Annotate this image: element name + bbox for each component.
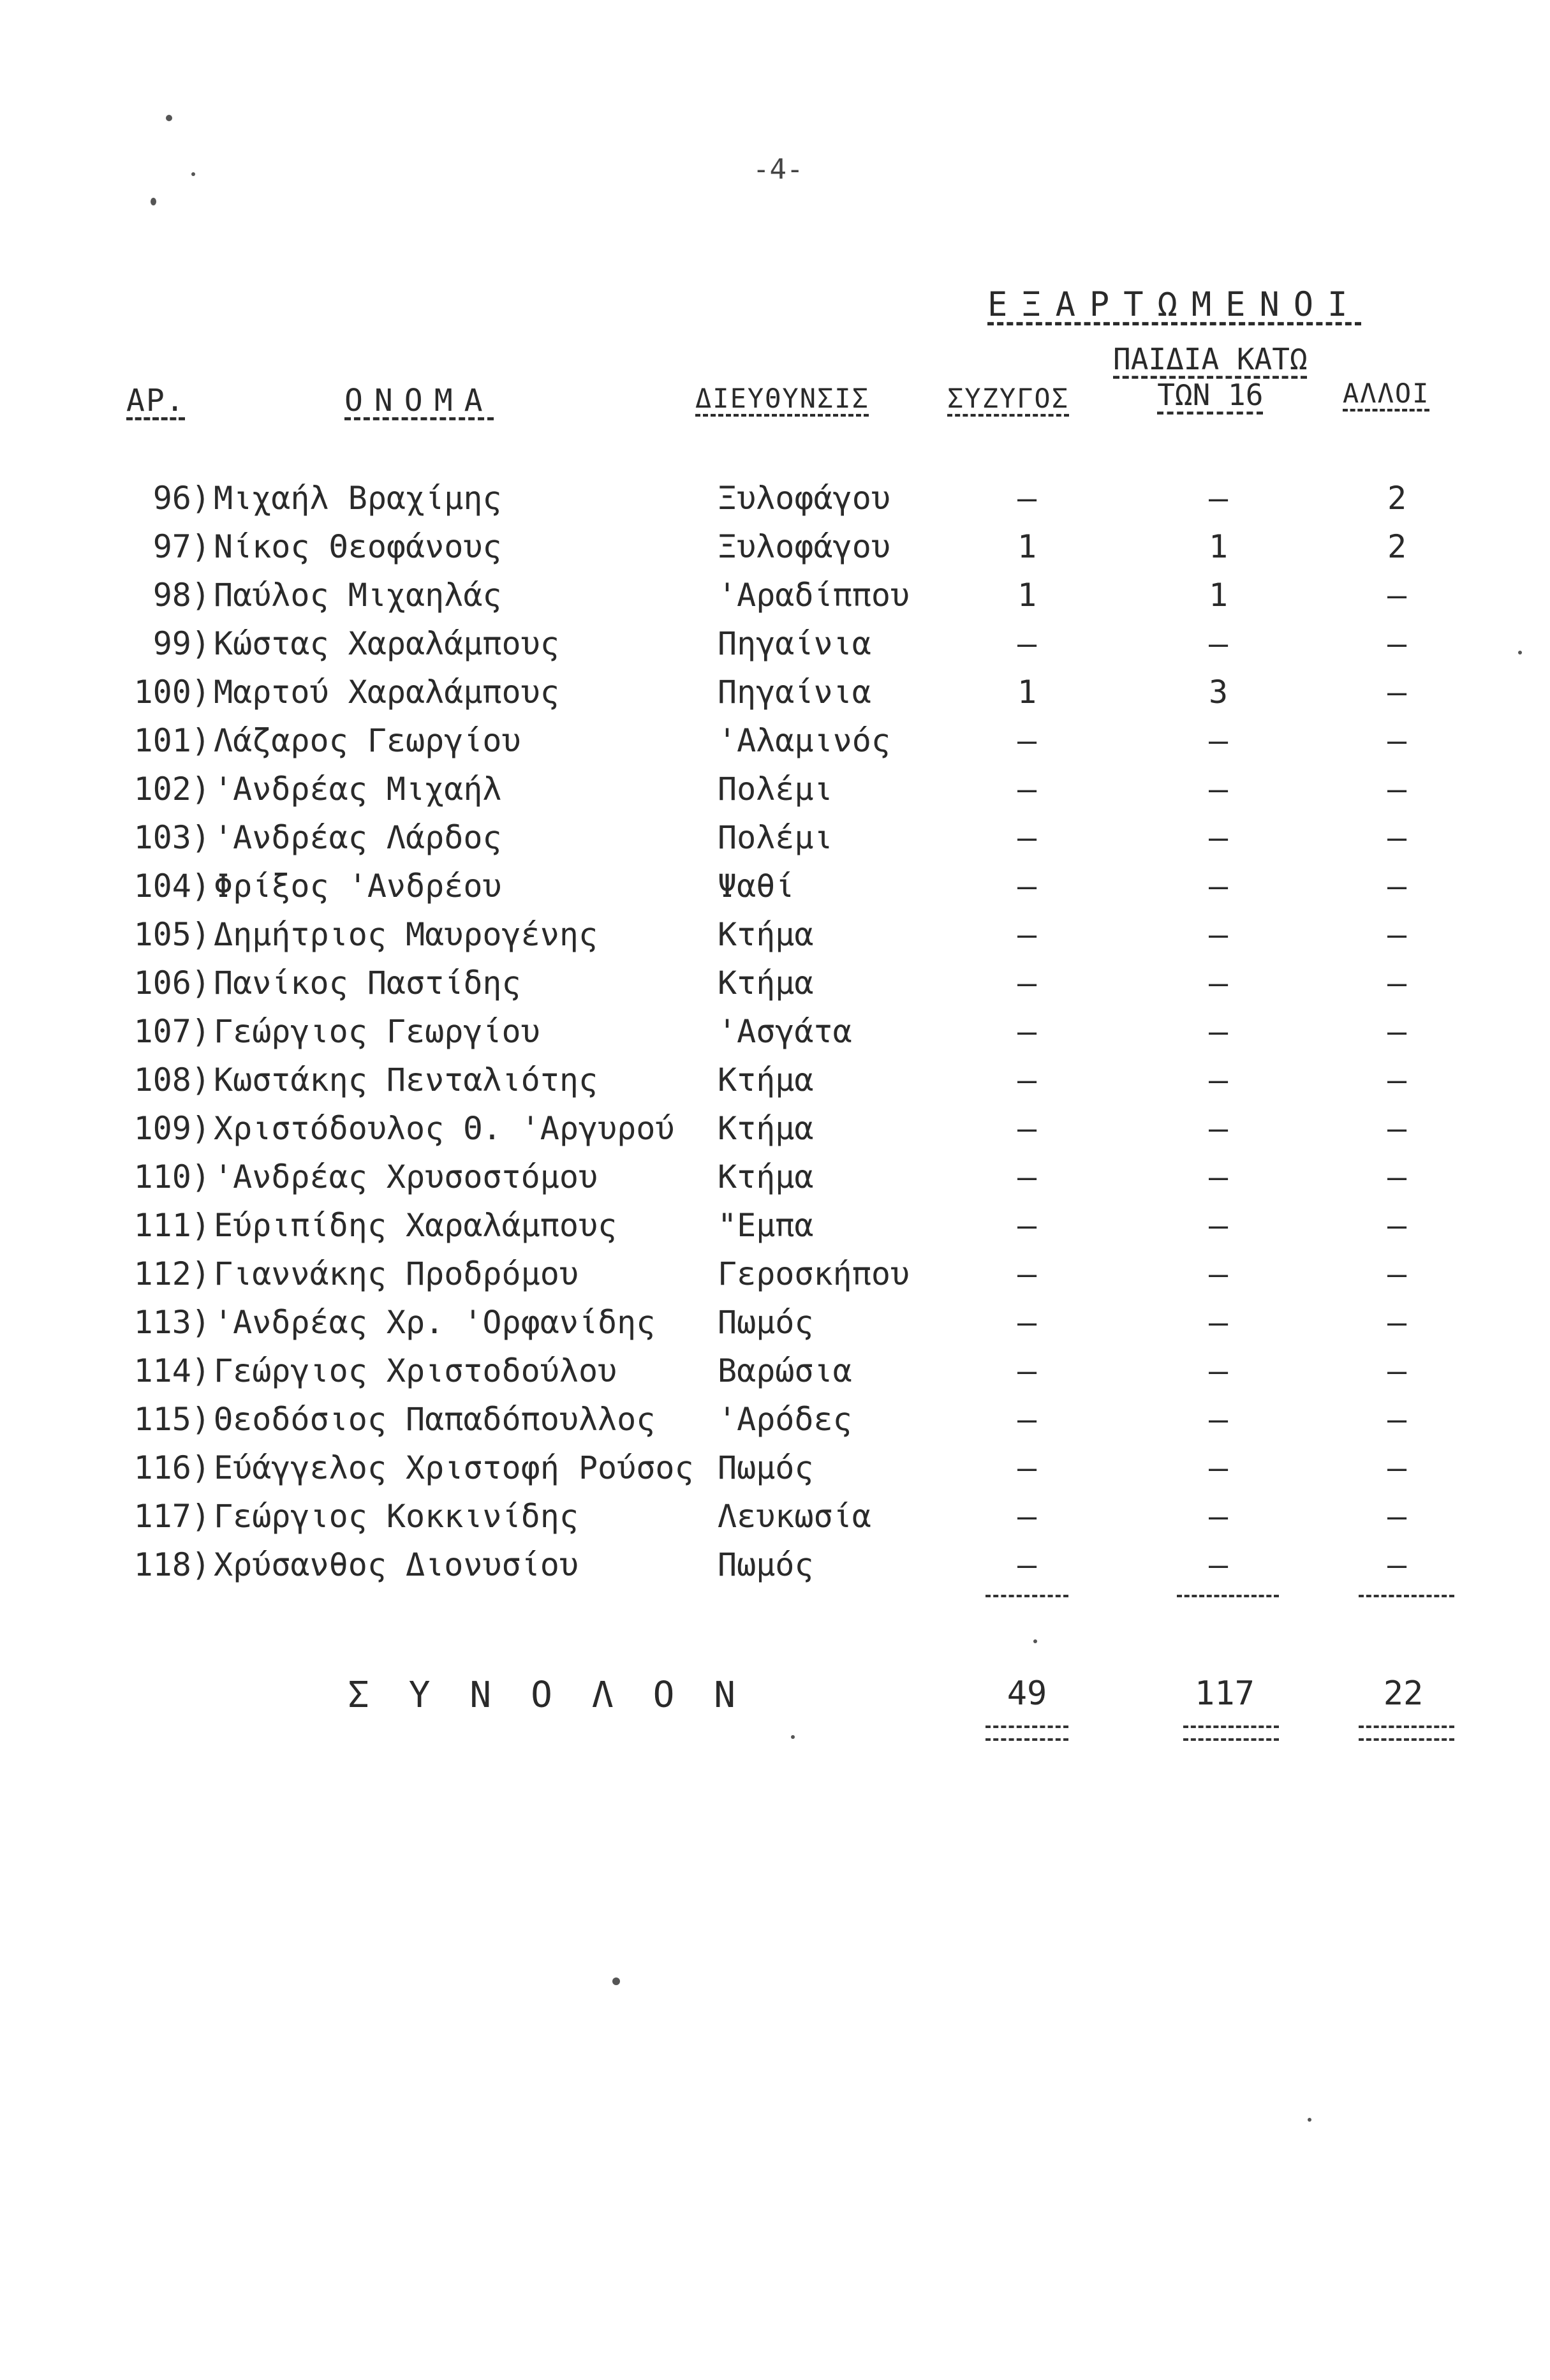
table-row [0, 868, 1550, 916]
row-spouse: – [1017, 1207, 1037, 1244]
row-name: Μιχαήλ Βραχίμης [214, 480, 502, 517]
row-number: 117) [133, 1498, 210, 1535]
row-children: – [1208, 1449, 1229, 1486]
row-number: 118) [133, 1546, 210, 1583]
row-number: 109) [133, 1110, 210, 1147]
row-address: Κτήμα [718, 1158, 814, 1195]
row-name: 'Ανδρέας Μιχαήλ [214, 771, 502, 808]
page-number: -4- [753, 153, 804, 186]
row-others: – [1387, 965, 1407, 1002]
number-column-header: ΑΡ. [126, 383, 186, 418]
table-row [0, 1255, 1550, 1304]
row-name: Χρύσανθος Διονυσίου [214, 1546, 579, 1583]
row-spouse: – [1017, 1158, 1037, 1195]
row-address: "Εμπα [718, 1207, 814, 1244]
row-spouse: – [1017, 1255, 1037, 1292]
row-others: – [1387, 1546, 1407, 1583]
row-address: Πολέμι [718, 819, 833, 856]
table-row [0, 1207, 1550, 1255]
table-row [0, 1401, 1550, 1449]
row-others: – [1387, 916, 1407, 953]
table-row [0, 1110, 1550, 1158]
row-name: Γεώργιος Χριστοδούλου [214, 1352, 617, 1389]
row-children: 1 [1208, 528, 1229, 565]
total-double-rule [985, 1726, 1068, 1728]
row-spouse: – [1017, 625, 1037, 662]
row-address: Κτήμα [718, 965, 814, 1002]
row-children: 1 [1208, 577, 1229, 614]
row-address: Λευκωσία [718, 1498, 871, 1535]
total-double-rule [1359, 1726, 1454, 1728]
dependents-group-header: ΕΞΑΡΤΩΜΕΝΟΙ [987, 286, 1362, 324]
row-number: 105) [133, 916, 210, 953]
row-address: Κτήμα [718, 1061, 814, 1098]
total-children: 117 [1195, 1674, 1255, 1713]
row-spouse: – [1017, 1110, 1037, 1147]
row-spouse: – [1017, 1352, 1037, 1389]
row-spouse: – [1017, 916, 1037, 953]
row-name: Μαρτού Χαραλάμπους [214, 674, 559, 711]
row-address: Κτήμα [718, 916, 814, 953]
row-name: Παύλος Μιχαηλάς [214, 577, 502, 614]
row-children: 3 [1208, 674, 1229, 711]
row-others: – [1387, 1401, 1407, 1438]
row-number: 99) [152, 625, 210, 662]
table-row [0, 1546, 1550, 1595]
row-others: – [1387, 1352, 1407, 1389]
row-children: – [1208, 1158, 1229, 1195]
row-address: Ψαθί [718, 868, 795, 905]
row-number: 111) [133, 1207, 210, 1244]
row-name: Εύριπίδης Χαραλάμπους [214, 1207, 617, 1244]
row-name: Λάζαρος Γεωργίου [214, 722, 521, 759]
row-number: 107) [133, 1013, 210, 1050]
row-spouse: – [1017, 1304, 1037, 1341]
row-address: Πωμός [718, 1449, 814, 1486]
row-children: – [1208, 1352, 1229, 1389]
row-spouse: – [1017, 480, 1037, 517]
table-row [0, 722, 1550, 771]
row-number: 116) [133, 1449, 210, 1486]
row-spouse: 1 [1017, 674, 1037, 711]
row-spouse: 1 [1017, 528, 1037, 565]
row-address: 'Αλαμινός [718, 722, 890, 759]
spouse-column-header: ΣΥΖΥΓΟΣ [947, 383, 1070, 414]
others-column-header: ΑΛΛΟΙ [1343, 378, 1430, 409]
total-double-rule [1359, 1738, 1454, 1741]
spouse-sum-rule [985, 1595, 1068, 1597]
total-double-rule [1183, 1738, 1279, 1741]
row-number: 103) [133, 819, 210, 856]
row-spouse: – [1017, 722, 1037, 759]
row-name: Γεώργιος Γεωργίου [214, 1013, 540, 1050]
row-address: Πωμός [718, 1304, 814, 1341]
row-others: – [1387, 868, 1407, 905]
row-name: Γιαννάκης Προδρόμου [214, 1255, 579, 1292]
row-children: – [1208, 965, 1229, 1002]
row-children: – [1208, 916, 1229, 953]
row-others: – [1387, 722, 1407, 759]
row-others: – [1387, 1255, 1407, 1292]
scan-speck [1308, 2118, 1311, 2122]
row-address: 'Ασγάτα [718, 1013, 852, 1050]
row-others: – [1387, 674, 1407, 711]
row-others: – [1387, 577, 1407, 614]
row-name: Χριστόδουλος Θ. 'Αργυρού [214, 1110, 675, 1147]
row-name: 'Ανδρέας Χρ. 'Ορφανίδης [214, 1304, 656, 1341]
row-address: Κτήμα [718, 1110, 814, 1147]
row-children: – [1208, 1304, 1229, 1341]
row-others: – [1387, 1158, 1407, 1195]
scan-speck [1033, 1639, 1037, 1643]
row-name: 'Ανδρέας Λάρδος [214, 819, 502, 856]
row-others: – [1387, 1498, 1407, 1535]
row-spouse: – [1017, 1061, 1037, 1098]
row-address: Βαρώσια [718, 1352, 852, 1389]
row-others: – [1387, 1449, 1407, 1486]
row-spouse: – [1017, 771, 1037, 808]
row-number: 108) [133, 1061, 210, 1098]
row-number: 96) [152, 480, 210, 517]
row-spouse: – [1017, 819, 1037, 856]
row-address: 'Αρόδες [718, 1401, 852, 1438]
row-children: – [1208, 480, 1229, 517]
row-number: 113) [133, 1304, 210, 1341]
table-row [0, 819, 1550, 868]
others-sum-rule [1359, 1595, 1454, 1597]
name-column-header: ΟΝΟΜΑ [344, 383, 494, 418]
table-row [0, 674, 1550, 722]
row-address: Γεροσκήπου [718, 1255, 910, 1292]
row-number: 112) [133, 1255, 210, 1292]
row-name: Φρίξος 'Ανδρέου [214, 868, 502, 905]
scan-speck [166, 115, 172, 121]
row-others: – [1387, 625, 1407, 662]
table-row [0, 916, 1550, 965]
scan-speck [1518, 651, 1522, 654]
row-name: Εύάγγελος Χριστοφή Ρούσος [214, 1449, 694, 1486]
scan-speck [191, 172, 195, 176]
children-sum-rule [1177, 1595, 1279, 1597]
row-children: – [1208, 1255, 1229, 1292]
row-others: – [1387, 771, 1407, 808]
row-others: – [1387, 1013, 1407, 1050]
row-others: – [1387, 1110, 1407, 1147]
row-name: Κωστάκης Πενταλιότης [214, 1061, 598, 1098]
row-spouse: – [1017, 1449, 1037, 1486]
row-number: 106) [133, 965, 210, 1002]
row-spouse: 1 [1017, 577, 1037, 614]
table-row [0, 1013, 1550, 1061]
row-others: – [1387, 819, 1407, 856]
row-address: Πωμός [718, 1546, 814, 1583]
row-children: – [1208, 1498, 1229, 1535]
table-row [0, 528, 1550, 577]
row-others: 2 [1387, 480, 1407, 517]
row-number: 114) [133, 1352, 210, 1389]
row-name: Δημήτριος Μαυρογένης [214, 916, 598, 953]
table-row [0, 625, 1550, 674]
scan-speck [612, 1977, 620, 1985]
row-number: 102) [133, 771, 210, 808]
row-number: 98) [152, 577, 210, 614]
row-name: 'Ανδρέας Χρυσοστόμου [214, 1158, 598, 1195]
table-row [0, 480, 1550, 528]
row-address: Πηγαίνια [718, 674, 871, 711]
children-column-header [1113, 341, 1308, 413]
table-row [0, 1304, 1550, 1352]
row-number: 100) [133, 674, 210, 711]
row-others: – [1387, 1304, 1407, 1341]
table-row [0, 1449, 1550, 1498]
row-number: 110) [133, 1158, 210, 1195]
children-header-line1: ΠΑΙΔΙΑ ΚΑΤΩ [1113, 342, 1308, 376]
row-children: – [1208, 771, 1229, 808]
row-number: 115) [133, 1401, 210, 1438]
row-children: – [1208, 625, 1229, 662]
row-address: Πολέμι [718, 771, 833, 808]
row-children: – [1208, 1013, 1229, 1050]
table-row [0, 1061, 1550, 1110]
row-spouse: – [1017, 1546, 1037, 1583]
row-children: – [1208, 1207, 1229, 1244]
total-double-rule [1183, 1726, 1279, 1728]
row-others: – [1387, 1061, 1407, 1098]
table-row [0, 1158, 1550, 1207]
row-address: Ξυλοφάγου [718, 480, 890, 517]
row-children: – [1208, 1110, 1229, 1147]
total-spouse: 49 [1007, 1674, 1047, 1713]
table-row [0, 1498, 1550, 1546]
address-column-header: ΔΙΕΥΘΥΝΣΙΣ [695, 383, 869, 414]
row-number: 104) [133, 868, 210, 905]
total-double-rule [985, 1738, 1068, 1741]
row-name: Γεώργιος Κοκκινίδης [214, 1498, 579, 1535]
row-address: 'Αραδίππου [718, 577, 910, 614]
total-others: 22 [1383, 1674, 1424, 1713]
row-children: – [1208, 868, 1229, 905]
row-name: Κώστας Χαραλάμπους [214, 625, 559, 662]
row-children: – [1208, 1401, 1229, 1438]
total-label: ΣΥΝΟΛΟΝ [348, 1674, 776, 1716]
scan-speck [791, 1735, 795, 1739]
row-children: – [1208, 1061, 1229, 1098]
row-children: – [1208, 722, 1229, 759]
table-row [0, 1352, 1550, 1401]
row-children: – [1208, 1546, 1229, 1583]
row-others: 2 [1387, 528, 1407, 565]
table-row [0, 577, 1550, 625]
row-name: Θεοδόσιος Παπαδόπουλλος [214, 1401, 656, 1438]
row-spouse: – [1017, 965, 1037, 1002]
row-address: Πηγαίνια [718, 625, 871, 662]
row-name: Νίκος Θεοφάνους [214, 528, 502, 565]
row-number: 101) [133, 722, 210, 759]
row-number: 97) [152, 528, 210, 565]
table-row [0, 771, 1550, 819]
row-spouse: – [1017, 868, 1037, 905]
row-others: – [1387, 1207, 1407, 1244]
row-spouse: – [1017, 1013, 1037, 1050]
row-name: Πανίκος Παστίδης [214, 965, 521, 1002]
children-header-line2: ΤΩΝ 16 [1157, 378, 1264, 412]
row-children: – [1208, 819, 1229, 856]
row-spouse: – [1017, 1498, 1037, 1535]
scan-speck [151, 198, 156, 205]
table-row [0, 965, 1550, 1013]
row-spouse: – [1017, 1401, 1037, 1438]
row-address: Ξυλοφάγου [718, 528, 890, 565]
